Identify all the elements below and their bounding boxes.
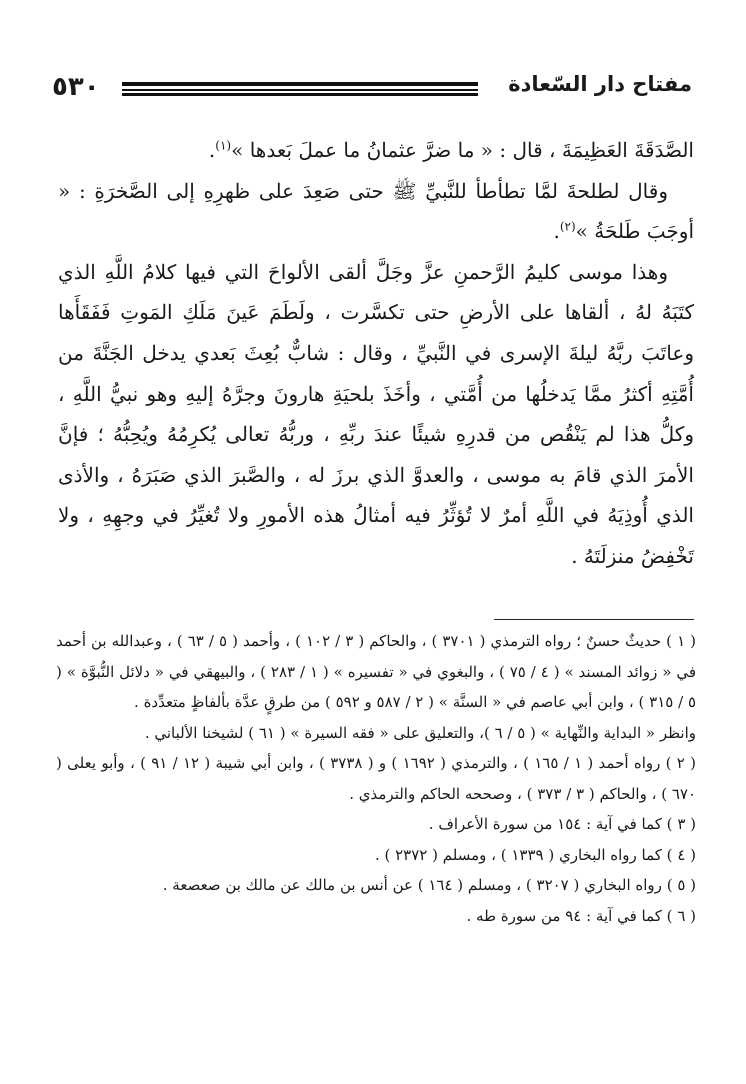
main-text — [58, 130, 694, 577]
footnote-3: ( ٣ ) كما في آية : ١٥٤ من سورة الأعراف . — [428, 815, 696, 833]
footnote-2: ( ٢ ) رواه أحمد ( ١ / ١٦٥ ) ، والترمذي ( ١٦٩٢ ) و ( ٣٧٣٨ ) ، وابن أبي شيبة ( ١٢ / ٩١ ) ، وأبو يعلى ( ٦٧٠ ) ، والحاكم ( ٣ / ٣٧٣ ) ، وصححه الحاكم والترمذي . — [56, 754, 697, 803]
footnote-ref-1: (١) — [215, 138, 232, 153]
footnote-ref-2: (٢) — [559, 219, 576, 234]
paragraph-2: وقال لطلحةَ لمَّا تطأطأ للنَّبيِّ ﷺ حتى صَعِدَ على ظهرِهِ إلى الصَّخرَةِ : « أوجَبَ طَلحَةُ »$^{(٢)}$. — [58, 178, 694, 244]
header-rule — [122, 82, 478, 96]
footnote-6: ( ٦ ) كما في آية : ٩٤ من سورة طه . — [466, 906, 696, 925]
book-title: مفتاح دار السّعادة — [508, 72, 692, 96]
footnote-1-continued: وانظر « البداية والنِّهاية » ( ٥ / ٦ )، والتعليق على « فقه السيرة » ( ٦١ ) لشيخنا الألباني . — [144, 723, 696, 742]
footnotes — [56, 626, 696, 931]
paragraph-3: وهذا موسى كليمُ الرَّحمنِ عزَّ وجَلَّ ألقى الألواحَ التي فيها كلامُ اللَّهِ الذي كتَبَهُ لهُ ، ألقاها على الأرضِ حتى تكسَّرت ، ولَطَمَ عَينَ مَلَكِ المَوتِ فَفَقَأَها وعاتَبَ ربَّهُ ليلةَ الإسرى في النَّبيِّ ، وقال : شابٌّ بُعِثَ بَعدي يدخل الجَنَّةَ من أُمَّتِهِ أكثرُ ممَّا يَدخلُها من أُمَّتي ، وأخَذَ بلحيَةِ هارونَ وجرَّهُ إليهِ وهو نبيُّ اللَّهِ ، وكلُّ هذا لم يَنْقُص من قدرِهِ شيئًا عندَ ربِّهِ ، وربُّهُ تعالى يُكرِمُهُ ويُحِبُّهُ ؛ فإنَّ الأمرَ الذي قامَ به موسى ، والعدوَّ الذي برزَ له ، والصَّبرَ الذي صَبَرَهُ ، والأذى الذي أُوذِيَهُ في اللَّهِ أمرٌ لا تُؤثِّرُ فيه أمثالُ هذه الأمورِ ولا تُغيِّرُ في وجهِهِ ، ولا تَخْفِضُ منزلَتَهُ . — [58, 259, 694, 568]
page-header — [52, 70, 692, 110]
footnote-5: ( ٥ ) رواه البخاري ( ٣٢٠٧ ) ، ومسلم ( ١٦٤ ) عن أنس بن مالك عن مالك بن صعصعة . — [162, 876, 696, 894]
footnote-divider — [494, 619, 694, 620]
footnote-4: ( ٤ ) كما رواه البخاري ( ١٣٣٩ ) ، ومسلم ( ٢٣٧٢ ) . — [374, 845, 696, 864]
paragraph-1: الصَّدَقَةَ العَظِيمَةَ ، قال : « ما ضرَّ عثمانُ ما عملَ بَعدها »$^{(١)}$. — [208, 138, 694, 162]
page-number: ٥٣٠ — [52, 72, 100, 102]
footnote-1: ( ١ ) حديثٌ حسنٌ ؛ رواه الترمذي ( ٣٧٠١ ) ، والحاكم ( ٣ / ١٠٢ ) ، وأحمد ( ٥ / ٦٣ ) ، وعبدالله بن أحمد في « زوائد المسند » ( ٤ / ٧٥ ) ، والبغوي في « تفسيره » ( ١ / ٢٨٣ ) ، والبيهقي في « دلائل النُّبوَّة » ( ٥ / ٣١٥ ) ، وابن أبي عاصم في « السنَّة » ( ٢ / ٥٨٧ و ٥٩٢ ) من طرقٍ عدَّة بألفاظٍ متعدِّدة . — [56, 632, 697, 711]
